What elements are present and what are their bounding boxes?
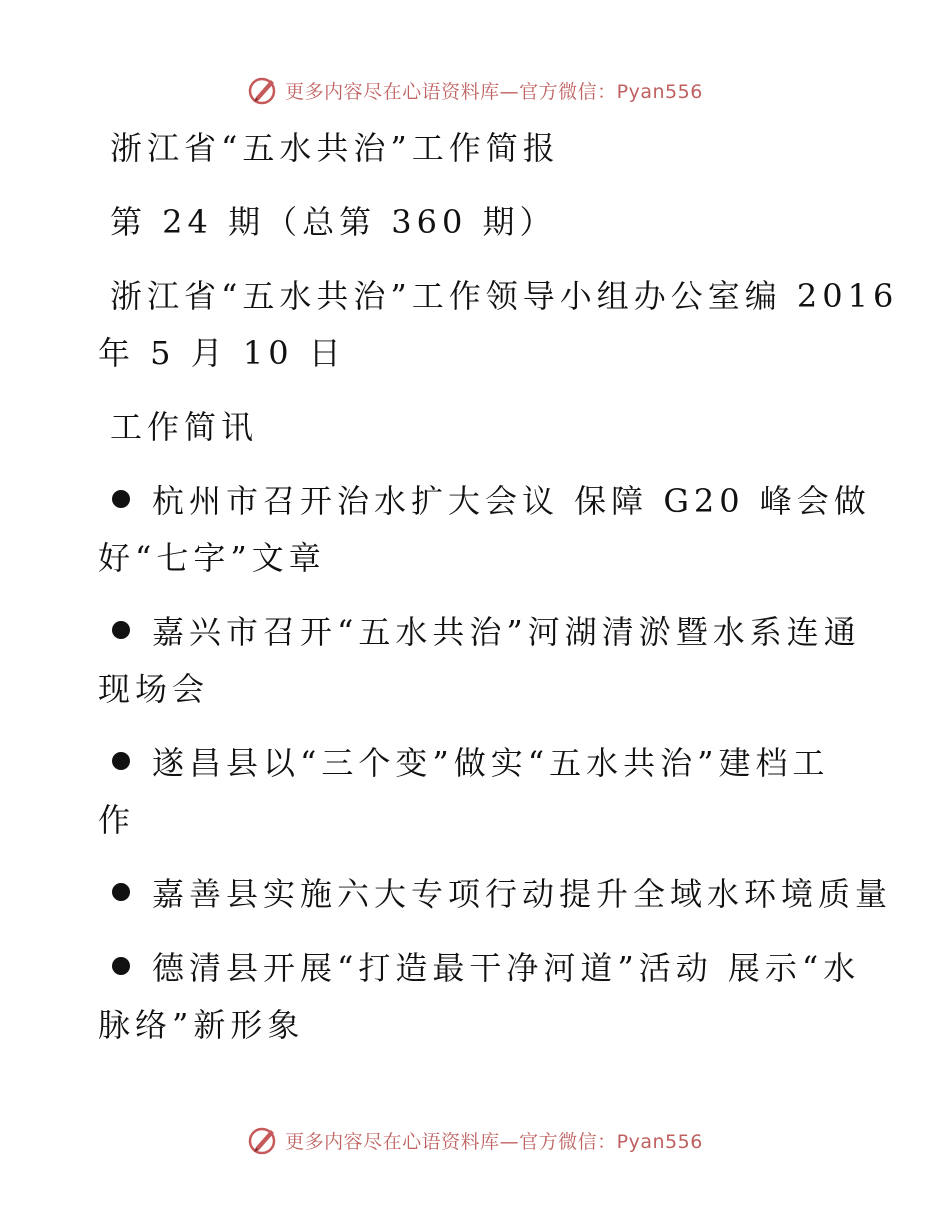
list-item xyxy=(98,940,861,1054)
bullet-icon xyxy=(112,621,130,639)
item-text-line2: 好“七字”文章 xyxy=(98,539,326,577)
item-text-line1: 遂昌县以“三个变”做实“五水共治”建档工 xyxy=(152,744,830,782)
item-text-line1: 杭州市召开治水扩大会议 保障 G20 峰会做 xyxy=(152,482,871,520)
list-item xyxy=(98,473,871,587)
document-body xyxy=(98,120,899,1054)
item-text-line1: 嘉善县实施六大专项行动提升全域水环境质量 xyxy=(152,875,893,913)
section-heading: 工作简讯 xyxy=(110,408,259,446)
editor-line-2: 年 5 月 10 日 xyxy=(98,334,346,372)
bullet-icon xyxy=(112,957,130,975)
list-item xyxy=(98,604,861,718)
bullet-icon xyxy=(112,490,130,508)
pen-logo-icon xyxy=(247,1124,279,1156)
watermark-text: 更多内容尽在心语资料库—官方微信：Pyan556 xyxy=(285,80,703,103)
editor-line-1: 浙江省“五水共治”工作领导小组办公室编 2016 xyxy=(110,277,899,315)
item-text-line1: 德清县开展“打造最干净河道”活动 展示“水 xyxy=(152,949,861,987)
item-text-line2: 现场会 xyxy=(98,670,210,708)
footer-watermark xyxy=(0,1120,950,1160)
item-text-line1: 嘉兴市召开“五水共治”河湖清淤暨水系连通 xyxy=(152,613,861,651)
header-watermark xyxy=(0,70,950,110)
bullet-icon xyxy=(112,883,130,901)
issue-number: 第 24 期（总第 360 期） xyxy=(110,203,557,241)
list-item xyxy=(98,866,893,923)
pen-logo-icon xyxy=(247,74,279,106)
item-text-line2: 作 xyxy=(98,801,136,839)
bullet-icon xyxy=(112,752,130,770)
document-title: 浙江省“五水共治”工作简报 xyxy=(110,129,560,167)
watermark-text: 更多内容尽在心语资料库—官方微信：Pyan556 xyxy=(285,1130,703,1153)
list-item xyxy=(98,735,858,849)
item-text-line2: 脉络”新形象 xyxy=(98,1006,305,1044)
